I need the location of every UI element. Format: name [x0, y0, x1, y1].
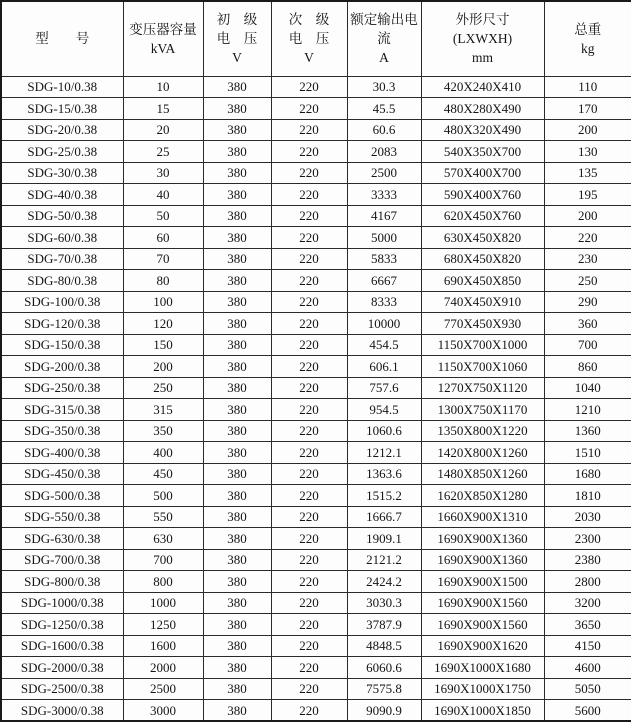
- table-cell-rated-output-current: 10000: [347, 313, 421, 335]
- table-cell-secondary-voltage: 220: [271, 399, 347, 421]
- table-row: [1, 119, 631, 141]
- table-cell-dimensions: 620X450X760: [421, 205, 544, 227]
- table-cell-secondary-voltage: 220: [271, 463, 347, 485]
- table-cell-model: SDG-120/0.38: [1, 313, 123, 335]
- table-cell-capacity: 60: [123, 227, 203, 249]
- table-row: [1, 141, 631, 163]
- column-header-rated-output-current: [347, 1, 421, 76]
- table-cell-dimensions: 770X450X930: [421, 313, 544, 335]
- table-cell-rated-output-current: 5833: [347, 248, 421, 270]
- table-row: [1, 635, 631, 657]
- table-cell-model: SDG-20/0.38: [1, 119, 123, 141]
- table-cell-capacity: 150: [123, 334, 203, 356]
- table-cell-rated-output-current: 2121.2: [347, 549, 421, 571]
- table-cell-primary-voltage: 380: [203, 571, 271, 593]
- table-cell-rated-output-current: 454.5: [347, 334, 421, 356]
- table-cell-total-weight: 200: [544, 119, 631, 141]
- table-cell-total-weight: 860: [544, 356, 631, 378]
- table-cell-secondary-voltage: 220: [271, 356, 347, 378]
- table-cell-capacity: 15: [123, 98, 203, 120]
- table-cell-capacity: 100: [123, 291, 203, 313]
- table-row: [1, 162, 631, 184]
- table-cell-primary-voltage: 380: [203, 356, 271, 378]
- table-header: [1, 1, 631, 76]
- column-header-line: 电 压: [288, 31, 330, 47]
- table-cell-model: SDG-500/0.38: [1, 485, 123, 507]
- table-cell-secondary-voltage: 220: [271, 614, 347, 636]
- table-cell-rated-output-current: 1212.1: [347, 442, 421, 464]
- column-header-line: kg: [581, 40, 595, 56]
- table-cell-primary-voltage: 380: [203, 313, 271, 335]
- table-cell-model: SDG-50/0.38: [1, 205, 123, 227]
- table-cell-rated-output-current: 2424.2: [347, 571, 421, 593]
- table-cell-dimensions: 1690X900X1560: [421, 592, 544, 614]
- column-header-secondary-voltage: [271, 1, 347, 76]
- column-header-line: 变压器容量: [129, 21, 197, 37]
- column-header-line: 总重: [574, 21, 602, 37]
- table-row: [1, 248, 631, 270]
- table-cell-capacity: 1600: [123, 635, 203, 657]
- table-cell-dimensions: 420X240X410: [421, 76, 544, 98]
- column-header-line: 型 号: [35, 31, 90, 47]
- table-cell-capacity: 2000: [123, 657, 203, 679]
- table-row: [1, 528, 631, 550]
- table-row: [1, 98, 631, 120]
- table-row: [1, 678, 631, 700]
- table-cell-dimensions: 570X400X700: [421, 162, 544, 184]
- table-cell-dimensions: 630X450X820: [421, 227, 544, 249]
- table-cell-rated-output-current: 7575.8: [347, 678, 421, 700]
- table-cell-primary-voltage: 380: [203, 506, 271, 528]
- table-cell-total-weight: 290: [544, 291, 631, 313]
- table-cell-dimensions: 740X450X910: [421, 291, 544, 313]
- table-cell-model: SDG-40/0.38: [1, 184, 123, 206]
- table-cell-secondary-voltage: 220: [271, 549, 347, 571]
- table-cell-secondary-voltage: 220: [271, 98, 347, 120]
- table-cell-model: SDG-60/0.38: [1, 227, 123, 249]
- table-cell-rated-output-current: 606.1: [347, 356, 421, 378]
- table-cell-primary-voltage: 380: [203, 399, 271, 421]
- table-cell-capacity: 200: [123, 356, 203, 378]
- table-cell-rated-output-current: 1909.1: [347, 528, 421, 550]
- table-cell-model: SDG-10/0.38: [1, 76, 123, 98]
- column-header-line: mm: [471, 50, 493, 66]
- table-cell-capacity: 500: [123, 485, 203, 507]
- table-cell-rated-output-current: 6667: [347, 270, 421, 292]
- table-cell-primary-voltage: 380: [203, 227, 271, 249]
- table-cell-total-weight: 1680: [544, 463, 631, 485]
- table-cell-total-weight: 1360: [544, 420, 631, 442]
- table-row: [1, 614, 631, 636]
- table-row: [1, 463, 631, 485]
- table-cell-model: SDG-25/0.38: [1, 141, 123, 163]
- table-cell-dimensions: 1690X1000X1680: [421, 657, 544, 679]
- table-cell-model: SDG-350/0.38: [1, 420, 123, 442]
- table-cell-model: SDG-15/0.38: [1, 98, 123, 120]
- table-cell-capacity: 3000: [123, 700, 203, 722]
- table-cell-primary-voltage: 380: [203, 420, 271, 442]
- table-cell-dimensions: 1300X750X1170: [421, 399, 544, 421]
- table-cell-primary-voltage: 380: [203, 549, 271, 571]
- column-header-line: 流: [377, 31, 391, 47]
- column-header-line: 初 级: [216, 12, 258, 28]
- table-cell-capacity: 1000: [123, 592, 203, 614]
- table-cell-capacity: 25: [123, 141, 203, 163]
- table-cell-primary-voltage: 380: [203, 377, 271, 399]
- table-row: [1, 377, 631, 399]
- table-cell-primary-voltage: 380: [203, 76, 271, 98]
- column-header-total-weight: [544, 1, 631, 76]
- table-body: [1, 76, 631, 721]
- table-cell-secondary-voltage: 220: [271, 162, 347, 184]
- column-header-line: (LXWXH): [452, 31, 513, 47]
- table-cell-model: SDG-150/0.38: [1, 334, 123, 356]
- table-cell-rated-output-current: 4848.5: [347, 635, 421, 657]
- table-cell-total-weight: 4600: [544, 657, 631, 679]
- table-cell-rated-output-current: 1060.6: [347, 420, 421, 442]
- table-cell-dimensions: 1150X700X1060: [421, 356, 544, 378]
- table-cell-total-weight: 2800: [544, 571, 631, 593]
- table-cell-total-weight: 230: [544, 248, 631, 270]
- table-cell-secondary-voltage: 220: [271, 76, 347, 98]
- table-cell-capacity: 2500: [123, 678, 203, 700]
- table-cell-rated-output-current: 6060.6: [347, 657, 421, 679]
- table-cell-dimensions: 1420X800X1260: [421, 442, 544, 464]
- column-header-line: 电 压: [216, 31, 258, 47]
- table-cell-model: SDG-80/0.38: [1, 270, 123, 292]
- table-cell-capacity: 630: [123, 528, 203, 550]
- table-cell-secondary-voltage: 220: [271, 334, 347, 356]
- column-header-model: [1, 1, 123, 76]
- table-cell-secondary-voltage: 220: [271, 227, 347, 249]
- table-cell-model: SDG-30/0.38: [1, 162, 123, 184]
- table-cell-primary-voltage: 380: [203, 141, 271, 163]
- table-cell-dimensions: 1690X900X1620: [421, 635, 544, 657]
- table-cell-capacity: 800: [123, 571, 203, 593]
- table-cell-total-weight: 1810: [544, 485, 631, 507]
- table-cell-total-weight: 700: [544, 334, 631, 356]
- table-row: [1, 184, 631, 206]
- table-cell-total-weight: 110: [544, 76, 631, 98]
- table-cell-model: SDG-700/0.38: [1, 549, 123, 571]
- table-row: [1, 571, 631, 593]
- table-cell-capacity: 315: [123, 399, 203, 421]
- table-cell-dimensions: 1690X1000X1750: [421, 678, 544, 700]
- table-cell-rated-output-current: 2500: [347, 162, 421, 184]
- table-cell-rated-output-current: 30.3: [347, 76, 421, 98]
- table-cell-primary-voltage: 380: [203, 119, 271, 141]
- header-row: [1, 1, 631, 76]
- table-row: [1, 549, 631, 571]
- table-cell-dimensions: 680X450X820: [421, 248, 544, 270]
- table-row: [1, 485, 631, 507]
- table-cell-primary-voltage: 380: [203, 528, 271, 550]
- table-cell-total-weight: 195: [544, 184, 631, 206]
- table-row: [1, 291, 631, 313]
- table-cell-capacity: 30: [123, 162, 203, 184]
- table-cell-secondary-voltage: 220: [271, 420, 347, 442]
- table-cell-model: SDG-3000/0.38: [1, 700, 123, 722]
- table-cell-primary-voltage: 380: [203, 98, 271, 120]
- table-cell-dimensions: 1660X900X1310: [421, 506, 544, 528]
- table-cell-capacity: 80: [123, 270, 203, 292]
- table-cell-model: SDG-450/0.38: [1, 463, 123, 485]
- table-cell-primary-voltage: 380: [203, 442, 271, 464]
- table-cell-rated-output-current: 1363.6: [347, 463, 421, 485]
- table-cell-primary-voltage: 380: [203, 270, 271, 292]
- table-cell-model: SDG-1250/0.38: [1, 614, 123, 636]
- table-cell-model: SDG-70/0.38: [1, 248, 123, 270]
- column-header-dimensions: [421, 1, 544, 76]
- table-cell-model: SDG-2000/0.38: [1, 657, 123, 679]
- column-header-line: 外形尺寸: [455, 12, 510, 28]
- table-cell-model: SDG-250/0.38: [1, 377, 123, 399]
- table-row: [1, 205, 631, 227]
- table-cell-secondary-voltage: 220: [271, 506, 347, 528]
- table-cell-model: SDG-400/0.38: [1, 442, 123, 464]
- table-cell-primary-voltage: 380: [203, 592, 271, 614]
- table-row: [1, 270, 631, 292]
- table-cell-secondary-voltage: 220: [271, 571, 347, 593]
- table-cell-capacity: 350: [123, 420, 203, 442]
- table-cell-capacity: 1250: [123, 614, 203, 636]
- table-cell-model: SDG-550/0.38: [1, 506, 123, 528]
- table-cell-model: SDG-800/0.38: [1, 571, 123, 593]
- table-row: [1, 420, 631, 442]
- table-row: [1, 76, 631, 98]
- table-cell-dimensions: 690X450X850: [421, 270, 544, 292]
- table-cell-primary-voltage: 380: [203, 700, 271, 722]
- table-cell-total-weight: 1040: [544, 377, 631, 399]
- column-header-line: kVA: [150, 40, 176, 56]
- table-cell-dimensions: 480X280X490: [421, 98, 544, 120]
- table-cell-dimensions: 1350X800X1220: [421, 420, 544, 442]
- table-cell-dimensions: 1620X850X1280: [421, 485, 544, 507]
- table-cell-capacity: 70: [123, 248, 203, 270]
- table-cell-model: SDG-1600/0.38: [1, 635, 123, 657]
- table-cell-total-weight: 250: [544, 270, 631, 292]
- table-cell-capacity: 400: [123, 442, 203, 464]
- table-cell-primary-voltage: 380: [203, 334, 271, 356]
- column-header-line: 次 级: [288, 12, 330, 28]
- column-header-line: V: [304, 50, 314, 66]
- table-cell-secondary-voltage: 220: [271, 485, 347, 507]
- table-cell-secondary-voltage: 220: [271, 119, 347, 141]
- table-cell-dimensions: 590X400X760: [421, 184, 544, 206]
- table-cell-total-weight: 3200: [544, 592, 631, 614]
- column-header-primary-voltage: [203, 1, 271, 76]
- table-cell-primary-voltage: 380: [203, 635, 271, 657]
- table-cell-dimensions: 1690X1000X1850: [421, 700, 544, 722]
- column-header-capacity: [123, 1, 203, 76]
- table-cell-primary-voltage: 380: [203, 678, 271, 700]
- table-cell-capacity: 450: [123, 463, 203, 485]
- table-cell-total-weight: 2300: [544, 528, 631, 550]
- table-cell-total-weight: 4150: [544, 635, 631, 657]
- table-cell-total-weight: 220: [544, 227, 631, 249]
- table-cell-rated-output-current: 45.5: [347, 98, 421, 120]
- table-cell-model: SDG-100/0.38: [1, 291, 123, 313]
- table-cell-capacity: 550: [123, 506, 203, 528]
- table-cell-capacity: 20: [123, 119, 203, 141]
- table-cell-total-weight: 170: [544, 98, 631, 120]
- table-cell-capacity: 120: [123, 313, 203, 335]
- table-cell-secondary-voltage: 220: [271, 313, 347, 335]
- table-cell-total-weight: 5050: [544, 678, 631, 700]
- table-cell-secondary-voltage: 220: [271, 442, 347, 464]
- table-cell-primary-voltage: 380: [203, 184, 271, 206]
- table-row: [1, 227, 631, 249]
- table-cell-model: SDG-1000/0.38: [1, 592, 123, 614]
- table-cell-secondary-voltage: 220: [271, 700, 347, 722]
- table-cell-dimensions: 1690X900X1500: [421, 571, 544, 593]
- table-cell-secondary-voltage: 220: [271, 184, 347, 206]
- column-header-line: V: [232, 50, 242, 66]
- table-cell-rated-output-current: 1515.2: [347, 485, 421, 507]
- column-header-line: A: [379, 50, 389, 66]
- table-cell-rated-output-current: 5000: [347, 227, 421, 249]
- table-cell-rated-output-current: 4167: [347, 205, 421, 227]
- table-cell-total-weight: 200: [544, 205, 631, 227]
- table-cell-total-weight: 1210: [544, 399, 631, 421]
- table-cell-total-weight: 3650: [544, 614, 631, 636]
- table-row: [1, 592, 631, 614]
- table-row: [1, 313, 631, 335]
- table-cell-rated-output-current: 60.6: [347, 119, 421, 141]
- table-row: [1, 399, 631, 421]
- table-cell-total-weight: 135: [544, 162, 631, 184]
- table-cell-dimensions: 1690X900X1560: [421, 614, 544, 636]
- table-cell-capacity: 250: [123, 377, 203, 399]
- table-cell-primary-voltage: 380: [203, 162, 271, 184]
- table-cell-secondary-voltage: 220: [271, 678, 347, 700]
- table-cell-total-weight: 130: [544, 141, 631, 163]
- table-cell-dimensions: 480X320X490: [421, 119, 544, 141]
- table-cell-total-weight: 2380: [544, 549, 631, 571]
- table-row: [1, 442, 631, 464]
- table-cell-dimensions: 1270X750X1120: [421, 377, 544, 399]
- table-cell-dimensions: 1480X850X1260: [421, 463, 544, 485]
- table-cell-rated-output-current: 3030.3: [347, 592, 421, 614]
- table-cell-dimensions: 1690X900X1360: [421, 528, 544, 550]
- table-cell-secondary-voltage: 220: [271, 141, 347, 163]
- table-cell-rated-output-current: 8333: [347, 291, 421, 313]
- table-row: [1, 657, 631, 679]
- table-cell-secondary-voltage: 220: [271, 528, 347, 550]
- table-row: [1, 356, 631, 378]
- table-cell-total-weight: 360: [544, 313, 631, 335]
- table-cell-primary-voltage: 380: [203, 657, 271, 679]
- column-header-line: 额定输出电: [350, 12, 418, 28]
- table-cell-model: SDG-630/0.38: [1, 528, 123, 550]
- table-cell-primary-voltage: 380: [203, 205, 271, 227]
- table-cell-primary-voltage: 380: [203, 248, 271, 270]
- table-cell-secondary-voltage: 220: [271, 377, 347, 399]
- table-cell-rated-output-current: 954.5: [347, 399, 421, 421]
- table-cell-primary-voltage: 380: [203, 463, 271, 485]
- table-cell-secondary-voltage: 220: [271, 635, 347, 657]
- table-cell-primary-voltage: 380: [203, 485, 271, 507]
- table-cell-dimensions: 540X350X700: [421, 141, 544, 163]
- table-cell-capacity: 10: [123, 76, 203, 98]
- table-cell-secondary-voltage: 220: [271, 270, 347, 292]
- table-cell-secondary-voltage: 220: [271, 657, 347, 679]
- table-cell-capacity: 700: [123, 549, 203, 571]
- table-cell-total-weight: 5600: [544, 700, 631, 722]
- table-cell-rated-output-current: 3333: [347, 184, 421, 206]
- table-cell-model: SDG-2500/0.38: [1, 678, 123, 700]
- table-cell-secondary-voltage: 220: [271, 291, 347, 313]
- table-cell-secondary-voltage: 220: [271, 205, 347, 227]
- table-row: [1, 506, 631, 528]
- table-cell-model: SDG-200/0.38: [1, 356, 123, 378]
- table-cell-capacity: 40: [123, 184, 203, 206]
- table-row: [1, 334, 631, 356]
- table-cell-model: SDG-315/0.38: [1, 399, 123, 421]
- table-cell-total-weight: 2030: [544, 506, 631, 528]
- table-cell-dimensions: 1690X900X1360: [421, 549, 544, 571]
- table-cell-rated-output-current: 757.6: [347, 377, 421, 399]
- table-cell-capacity: 50: [123, 205, 203, 227]
- table-cell-primary-voltage: 380: [203, 291, 271, 313]
- table-cell-dimensions: 1150X700X1000: [421, 334, 544, 356]
- table-cell-rated-output-current: 3787.9: [347, 614, 421, 636]
- table-cell-secondary-voltage: 220: [271, 248, 347, 270]
- table-cell-rated-output-current: 1666.7: [347, 506, 421, 528]
- table-cell-primary-voltage: 380: [203, 614, 271, 636]
- table-cell-secondary-voltage: 220: [271, 592, 347, 614]
- table-row: [1, 700, 631, 722]
- table-cell-total-weight: 1510: [544, 442, 631, 464]
- table-cell-rated-output-current: 9090.9: [347, 700, 421, 722]
- table-cell-rated-output-current: 2083: [347, 141, 421, 163]
